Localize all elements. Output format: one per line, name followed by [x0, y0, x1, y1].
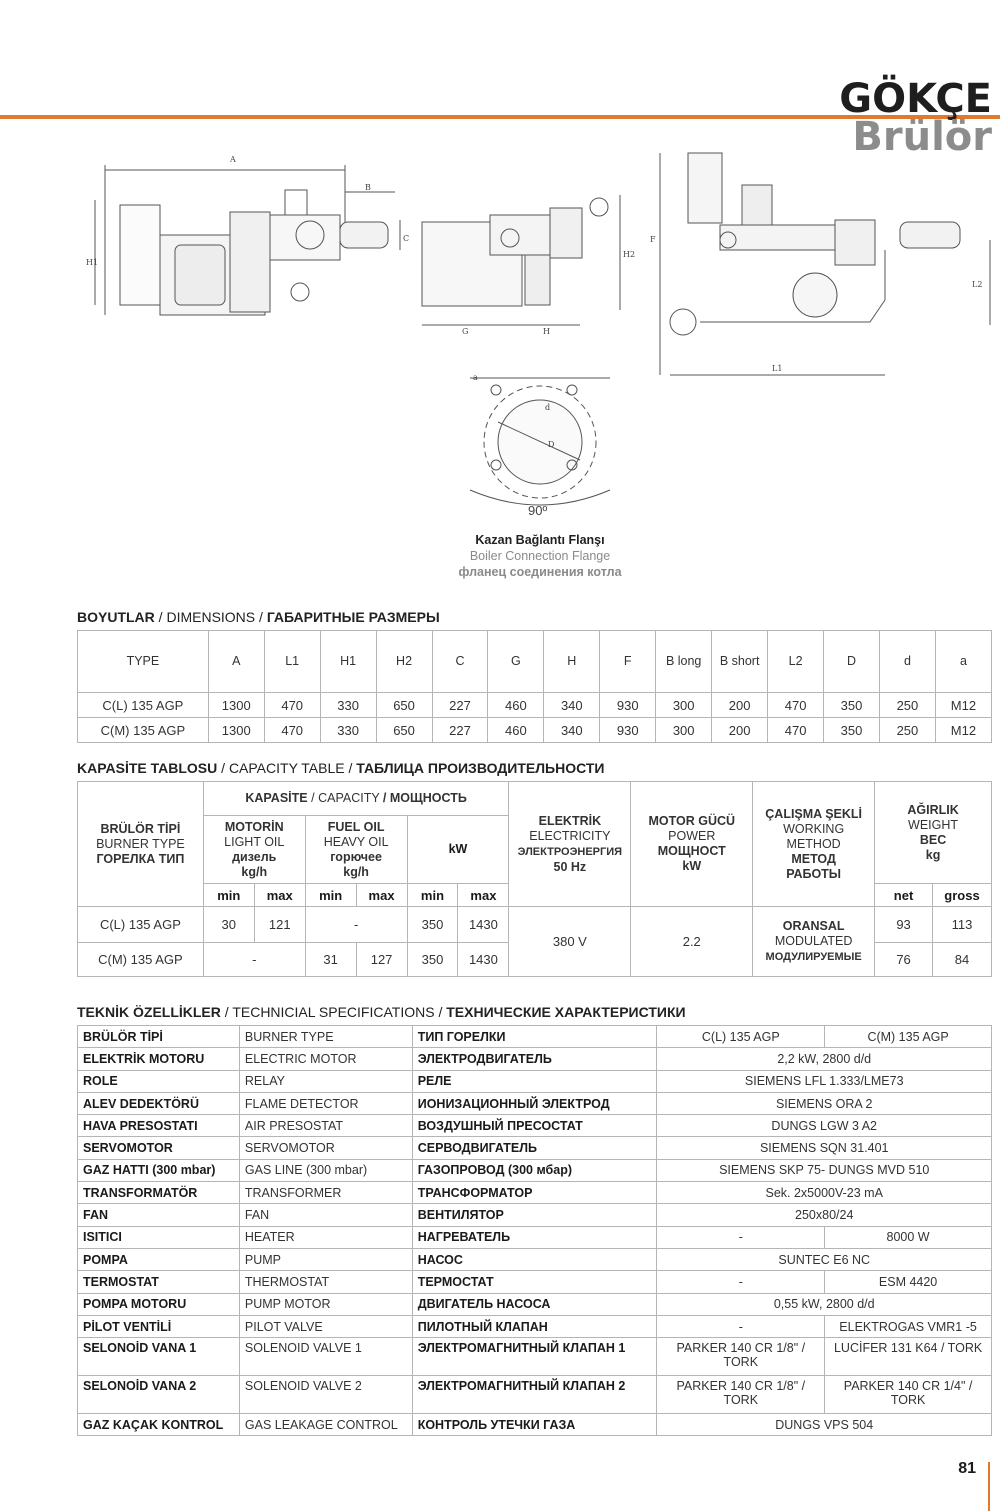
dim-cell: 300: [656, 693, 712, 718]
min-header: min: [203, 884, 254, 907]
dim-label-H2: H2: [623, 250, 636, 259]
gross-header: gross: [933, 884, 992, 907]
dim-header: C: [432, 631, 488, 693]
spec-label-ru: ЭЛЕКТРОМАГНИТНЫЙ КЛАПАН 1: [412, 1338, 657, 1376]
heavy-oil-header: [305, 816, 407, 884]
spec-label-ru: РЕЛЕ: [412, 1070, 657, 1092]
light-oil-unit: kg/h: [241, 864, 268, 879]
table-row: [78, 693, 992, 718]
dim-header: H1: [320, 631, 376, 693]
dim-cell: 650: [376, 718, 432, 743]
motor-header: [631, 782, 753, 907]
table-row: [78, 718, 992, 743]
method-ru: МЕТОД РАБОТЫ: [786, 851, 842, 881]
dim-cell: M12: [935, 718, 991, 743]
table-row: [78, 1414, 992, 1436]
weight-tr: AĞIRLIK: [907, 802, 959, 817]
spec-label-ru: ПИЛОТНЫЙ КЛАПАН: [412, 1315, 657, 1337]
heavy-oil-tr: FUEL OIL: [327, 819, 385, 834]
method-value-ru: МОДУЛИРУЕМЫЕ: [765, 950, 862, 963]
dim-cell: 300: [656, 718, 712, 743]
dim-cell: C(M) 135 AGP: [78, 718, 209, 743]
spec-label-tr: TERMOSTAT: [78, 1271, 240, 1293]
dim-cell: 650: [376, 693, 432, 718]
dim-cell: 350: [824, 718, 880, 743]
dim-label-H: H: [543, 327, 550, 336]
spec-label-tr: FAN: [78, 1204, 240, 1226]
spec-label-en: SOLENOID VALVE 2: [239, 1376, 412, 1414]
heavy-oil-ru: горючее: [330, 849, 382, 864]
dim-cell: 200: [712, 693, 768, 718]
table-row: [78, 907, 992, 943]
cap-type: C(L) 135 AGP: [78, 907, 204, 943]
table-row: [78, 1048, 992, 1070]
electricity-header: [509, 782, 631, 907]
table-row: [78, 1159, 992, 1181]
spec-value: PARKER 140 CR 1/8" / TORK: [657, 1338, 825, 1376]
title-sep: /: [259, 609, 263, 625]
max-header: max: [254, 884, 305, 907]
spec-value: 250x80/24: [657, 1204, 992, 1226]
dim-cell: 470: [264, 693, 320, 718]
table-row: [78, 1204, 992, 1226]
dim-header: L2: [768, 631, 824, 693]
dim-header: B short: [712, 631, 768, 693]
table-row: [78, 1092, 992, 1114]
table-row: [78, 1338, 992, 1376]
flange-caption: [380, 532, 700, 580]
motor-value: 2.2: [631, 907, 753, 977]
dim-header: d: [879, 631, 935, 693]
dim-label-B: B: [365, 183, 371, 192]
dim-header: TYPE: [78, 631, 209, 693]
spec-value: PARKER 140 CR 1/4" / TORK: [825, 1376, 992, 1414]
table-row: [78, 1293, 992, 1315]
title-sep: /: [438, 1004, 443, 1020]
capacity-table: [77, 781, 992, 977]
spec-label-en: PILOT VALVE: [239, 1315, 412, 1337]
spec-label-en: RELAY: [239, 1070, 412, 1092]
method-header: [753, 782, 875, 907]
dim-cell: 460: [488, 718, 544, 743]
cap-cell: 84: [933, 943, 992, 977]
dim-cell: 1300: [208, 718, 264, 743]
spec-label-en: HEATER: [239, 1226, 412, 1248]
spec-value: SIEMENS SQN 31.401: [657, 1137, 992, 1159]
spec-label-tr: GAZ HATTI (300 mbar): [78, 1159, 240, 1181]
flange-label-d: d: [545, 403, 551, 412]
cap-type: C(M) 135 AGP: [78, 943, 204, 977]
burner-type-en: BURNER TYPE: [96, 836, 185, 851]
spec-value: DUNGS LGW 3 A2: [657, 1115, 992, 1137]
table-row: [78, 1226, 992, 1248]
capacity-title: [77, 760, 604, 776]
cap-cell: 350: [407, 943, 458, 977]
spec-label-en: PUMP: [239, 1248, 412, 1270]
brand-line2: Brülör: [852, 114, 992, 160]
dim-header: D: [824, 631, 880, 693]
spec-label-ru: ЭЛЕКТРОДВИГАТЕЛЬ: [412, 1048, 657, 1070]
spec-value: -: [657, 1271, 825, 1293]
spec-label-tr: SELONOİD VANA 2: [78, 1376, 240, 1414]
light-oil-en: LIGHT OIL: [224, 834, 285, 849]
spec-label-ru: ТИП ГОРЕЛКИ: [412, 1026, 657, 1048]
dim-header: G: [488, 631, 544, 693]
spec-label-tr: PİLOT VENTİLİ: [78, 1315, 240, 1337]
table-row: [78, 1137, 992, 1159]
dim-cell: 470: [264, 718, 320, 743]
dim-cell: 930: [600, 693, 656, 718]
dim-label-L2: L2: [972, 280, 983, 289]
cap-cell: 31: [305, 943, 356, 977]
spec-value: 8000 W: [825, 1226, 992, 1248]
method-en: WORKING METHOD: [783, 821, 845, 851]
min-header: min: [305, 884, 356, 907]
cap-cell: 127: [356, 943, 407, 977]
spec-label-tr: ALEV DEDEKTÖRÜ: [78, 1092, 240, 1114]
spec-label-en: SOLENOID VALVE 1: [239, 1338, 412, 1376]
weight-ru: ВЕС: [919, 832, 947, 847]
table-row: [78, 1248, 992, 1270]
dim-header: A: [208, 631, 264, 693]
dim-label-L1: L1: [772, 364, 783, 373]
electricity-tr: ELEKTRİK: [538, 813, 602, 828]
dim-cell: 350: [824, 693, 880, 718]
spec-value: LUCİFER 131 K64 / TORK: [825, 1338, 992, 1376]
spec-label-en: ELECTRIC MOTOR: [239, 1048, 412, 1070]
spec-value: DUNGS VPS 504: [657, 1414, 992, 1436]
table-row: [78, 1271, 992, 1293]
motor-tr: MOTOR GÜCÜ: [648, 814, 736, 828]
dim-header: H2: [376, 631, 432, 693]
title-sep: /: [221, 760, 226, 776]
specs-table: [77, 1025, 992, 1436]
dimensions-header-row: [78, 631, 992, 693]
spec-label-ru: ВОЗДУШНЫЙ ПРЕСОСТАТ: [412, 1115, 657, 1137]
capacity-head-ru: МОЩНОСТЬ: [389, 791, 467, 805]
cap-cell: 1430: [458, 907, 509, 943]
electricity-value: 380 V: [509, 907, 631, 977]
spec-value: SUNTEC E6 NC: [657, 1248, 992, 1270]
cap-cell: 113: [933, 907, 992, 943]
spec-label-ru: СЕРВОДВИГАТЕЛЬ: [412, 1137, 657, 1159]
flange-caption-tr: Kazan Bağlantı Flanşı: [475, 533, 605, 547]
burner-type-tr: BRÜLÖR TİPİ: [100, 821, 181, 836]
spec-label-tr: GAZ KAÇAK KONTROL: [78, 1414, 240, 1436]
spec-label-ru: ТЕРМОСТАТ: [412, 1271, 657, 1293]
cap-cell: 30: [203, 907, 254, 943]
spec-label-tr: ELEKTRİK MOTORU: [78, 1048, 240, 1070]
dim-header: H: [544, 631, 600, 693]
spec-value: PARKER 140 CR 1/8" / TORK: [657, 1376, 825, 1414]
cap-cell: 76: [875, 943, 933, 977]
spec-label-en: AIR PRESOSTAT: [239, 1115, 412, 1137]
dim-cell: 930: [600, 718, 656, 743]
spec-label-tr: BRÜLÖR TİPİ: [78, 1026, 240, 1048]
cap-cell: -: [203, 943, 305, 977]
spec-label-ru: ЭЛЕКТРОМАГНИТНЫЙ КЛАПАН 2: [412, 1376, 657, 1414]
brand-logo: [839, 76, 992, 160]
dim-header: B long: [656, 631, 712, 693]
spec-label-ru: ВЕНТИЛЯТОР: [412, 1204, 657, 1226]
spec-label-ru: НАСОС: [412, 1248, 657, 1270]
method-tr: ÇALIŞMA ŞEKLİ: [765, 806, 863, 821]
capacity-head-en: CAPACITY: [318, 791, 380, 805]
burner-type-header: [78, 782, 204, 907]
spec-label-en: PUMP MOTOR: [239, 1293, 412, 1315]
dim-cell: 1300: [208, 693, 264, 718]
spec-label-ru: ГАЗОПРОВОД (300 мбар): [412, 1159, 657, 1181]
motor-unit: kW: [682, 859, 702, 873]
spec-label-en: FLAME DETECTOR: [239, 1092, 412, 1114]
title-sep: /: [224, 1004, 229, 1020]
dimensions-title-tr: BOYUTLAR: [77, 609, 155, 625]
weight-unit: kg: [925, 847, 941, 862]
brand-line1: GÖKÇE: [839, 76, 992, 122]
dim-label-F: F: [650, 235, 656, 244]
dim-cell: 250: [879, 693, 935, 718]
method-value-en: MODULATED: [774, 933, 853, 948]
dimensions-title: [77, 609, 440, 625]
dim-cell: 340: [544, 693, 600, 718]
dim-cell: 460: [488, 693, 544, 718]
spec-label-tr: POMPA: [78, 1248, 240, 1270]
page-accent-bar: [988, 1462, 990, 1511]
flange-caption-ru: фланец соединения котла: [458, 565, 622, 579]
table-row: [78, 1070, 992, 1092]
specs-title-tr: TEKNİK ÖZELLİKLER: [77, 1004, 221, 1020]
spec-value: -: [657, 1226, 825, 1248]
spec-label-en: GAS LEAKAGE CONTROL: [239, 1414, 412, 1436]
cap-cell: -: [305, 907, 407, 943]
spec-value: C(L) 135 AGP: [657, 1026, 825, 1048]
title-sep: /: [382, 791, 387, 805]
cap-cell: 93: [875, 907, 933, 943]
net-header: net: [875, 884, 933, 907]
spec-value: Sek. 2x5000V-23 mA: [657, 1182, 992, 1204]
dim-cell: 227: [432, 693, 488, 718]
spec-label-tr: HAVA PRESOSTATI: [78, 1115, 240, 1137]
title-sep: /: [348, 760, 353, 776]
dim-cell: 330: [320, 693, 376, 718]
kw-header: kW: [407, 816, 509, 884]
dim-label-G: G: [462, 327, 469, 336]
spec-label-ru: КОНТРОЛЬ УТЕЧКИ ГАЗА: [412, 1414, 657, 1436]
table-row: [78, 1115, 992, 1137]
spec-label-en: TRANSFORMER: [239, 1182, 412, 1204]
electricity-en: ELECTRICITY: [529, 828, 611, 843]
spec-value: SIEMENS ORA 2: [657, 1092, 992, 1114]
dimensions-title-en: DIMENSIONS: [166, 609, 256, 625]
spec-value: ESM 4420: [825, 1271, 992, 1293]
cap-cell: 121: [254, 907, 305, 943]
spec-label-en: SERVOMOTOR: [239, 1137, 412, 1159]
cap-cell: 1430: [458, 943, 509, 977]
flange-caption-en: Boiler Connection Flange: [469, 549, 611, 563]
flange-label-a: a: [473, 373, 478, 382]
title-sep: /: [158, 609, 163, 625]
flange-drawing: [465, 368, 615, 520]
spec-label-ru: НАГРЕВАТЕЛЬ: [412, 1226, 657, 1248]
spec-label-tr: ROLE: [78, 1070, 240, 1092]
weight-en: WEIGHT: [908, 817, 959, 832]
capacity-title-en: CAPACITY TABLE: [228, 760, 345, 776]
specs-title-en: TECHNICIAL SPECIFICATIONS: [232, 1004, 435, 1020]
motor-ru: МОЩНОСТ: [657, 844, 726, 858]
dimensions-table: [77, 630, 992, 743]
weight-header: [875, 782, 992, 884]
min-header: min: [407, 884, 458, 907]
burner-type-ru: ГОРЕЛКА ТИП: [96, 851, 185, 866]
capacity-header: [203, 782, 509, 816]
dim-cell: 250: [879, 718, 935, 743]
heavy-oil-en: HEAVY OIL: [323, 834, 389, 849]
table-row: [78, 1182, 992, 1204]
flange-angle: 90º: [528, 503, 548, 518]
cap-cell: 350: [407, 907, 458, 943]
dim-label-A: A: [230, 155, 236, 164]
spec-value: C(M) 135 AGP: [825, 1026, 992, 1048]
spec-label-ru: ДВИГАТЕЛЬ НАСОСА: [412, 1293, 657, 1315]
spec-label-tr: TRANSFORMATÖR: [78, 1182, 240, 1204]
specs-title: [77, 1004, 686, 1020]
title-sep: /: [311, 791, 315, 805]
dim-header: F: [600, 631, 656, 693]
page-number: 81: [958, 1460, 976, 1477]
max-header: max: [356, 884, 407, 907]
dim-label-H1: H1: [86, 258, 99, 267]
electricity-hz: 50 Hz: [553, 859, 587, 874]
method-value: [753, 907, 875, 977]
flange-label-D: D: [548, 440, 555, 449]
light-oil-header: [203, 816, 305, 884]
capacity-head-tr: KAPASİTE: [245, 791, 308, 805]
table-row: [78, 1026, 992, 1048]
heavy-oil-unit: kg/h: [343, 864, 369, 879]
dim-cell: 470: [768, 693, 824, 718]
spec-label-en: FAN: [239, 1204, 412, 1226]
capacity-title-tr: KAPASİTE TABLOSU: [77, 760, 218, 776]
spec-label-tr: ISITICI: [78, 1226, 240, 1248]
dimensions-title-ru: ГАБАРИТНЫЕ РАЗМЕРЫ: [266, 609, 440, 625]
spec-value: 0,55 kW, 2800 d/d: [657, 1293, 992, 1315]
spec-value: ELEKTROGAS VMR1 -5: [825, 1315, 992, 1337]
spec-value: SIEMENS SKP 75- DUNGS MVD 510: [657, 1159, 992, 1181]
motor-en: POWER: [668, 829, 716, 843]
spec-value: 2,2 kW, 2800 d/d: [657, 1048, 992, 1070]
dim-cell: M12: [935, 693, 991, 718]
spec-label-ru: ИОНИЗАЦИОННЫЙ ЭЛЕКТРОД: [412, 1092, 657, 1114]
spec-value: -: [657, 1315, 825, 1337]
spec-label-ru: ТРАНСФОРМАТОР: [412, 1182, 657, 1204]
table-row: [78, 1315, 992, 1337]
dim-cell: 227: [432, 718, 488, 743]
specs-title-ru: ТЕХНИЧЕСКИЕ ХАРАКТЕРИСТИКИ: [446, 1004, 686, 1020]
capacity-title-ru: ТАБЛИЦА ПРОИЗВОДИТЕЛЬНОСТИ: [356, 760, 605, 776]
table-row: [78, 1376, 992, 1414]
light-oil-tr: MOTORİN: [224, 819, 284, 834]
light-oil-ru: дизель: [232, 849, 277, 864]
dim-cell: 340: [544, 718, 600, 743]
electricity-ru: ЭЛЕКТРОЭНЕРГИЯ: [517, 845, 623, 858]
spec-label-en: BURNER TYPE: [239, 1026, 412, 1048]
dim-cell: C(L) 135 AGP: [78, 693, 209, 718]
spec-value: SIEMENS LFL 1.333/LME73: [657, 1070, 992, 1092]
dim-cell: 470: [768, 718, 824, 743]
dim-cell: 330: [320, 718, 376, 743]
burner-drawings: [80, 148, 1000, 388]
method-value-tr: ORANSAL: [782, 918, 845, 933]
spec-label-tr: SERVOMOTOR: [78, 1137, 240, 1159]
spec-label-tr: POMPA MOTORU: [78, 1293, 240, 1315]
spec-label-en: GAS LINE (300 mbar): [239, 1159, 412, 1181]
dim-cell: 200: [712, 718, 768, 743]
spec-label-en: THERMOSTAT: [239, 1271, 412, 1293]
dim-header: a: [935, 631, 991, 693]
dim-header: L1: [264, 631, 320, 693]
max-header: max: [458, 884, 509, 907]
spec-label-tr: SELONOİD VANA 1: [78, 1338, 240, 1376]
dim-label-C: C: [403, 234, 410, 243]
